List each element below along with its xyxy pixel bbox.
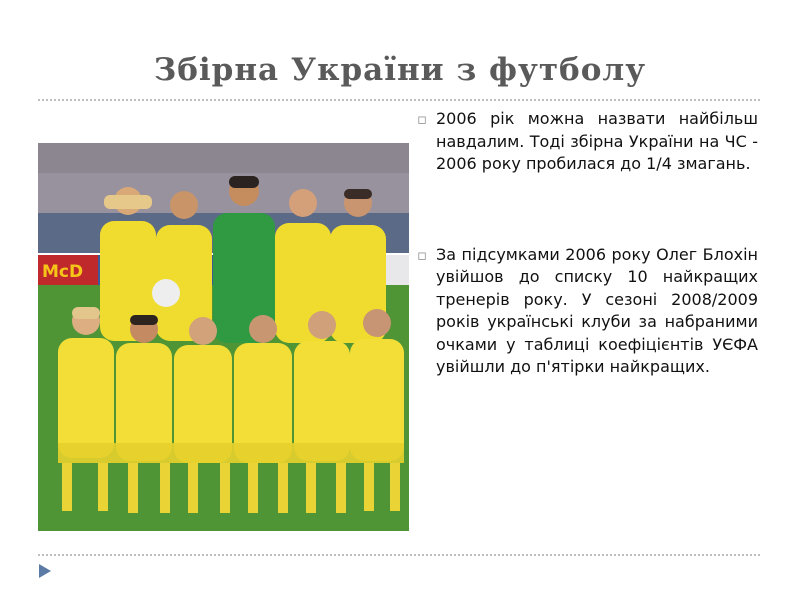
player-back-1-hair (104, 195, 152, 209)
player-front-6 (350, 339, 404, 461)
match-ball (152, 279, 180, 307)
square-bullet-icon: ▫ (416, 245, 428, 264)
player-front-3-head (189, 317, 217, 345)
slide-title: Збірна України з футболу (153, 52, 647, 88)
shorts-band (58, 443, 404, 463)
footer-divider (38, 554, 760, 556)
player-back-4-head (289, 189, 317, 217)
bullet-text: За підсумками 2006 року Олег Блохін увійшов до списку 10 найкращих тренерів року. У сезоні 2008/2009 років українські клуби за набраними очками у таблиці коефіцієнтів УЄФА увійшли до п'ятірки найкращих. (436, 244, 758, 376)
player-back-2-head (170, 191, 198, 219)
player-front-1-hair (72, 307, 100, 319)
goalkeeper-hair (229, 176, 259, 188)
ad-sign-text: McD (42, 262, 84, 282)
square-bullet-icon: ▫ (416, 110, 428, 128)
leg (98, 463, 108, 511)
player-back-5-hair (344, 189, 372, 199)
player-front-1 (58, 338, 114, 458)
slide-nav-triangle-icon[interactable] (38, 563, 52, 579)
play-triangle-icon (38, 563, 52, 579)
team-photo (38, 143, 409, 531)
crowd-upper (38, 143, 409, 173)
leg (336, 463, 346, 513)
bullet-item (414, 244, 758, 379)
leg (62, 463, 72, 511)
player-front-6-head (363, 309, 391, 337)
leg (188, 463, 198, 513)
leg (364, 463, 374, 511)
leg (220, 463, 230, 513)
leg (278, 463, 288, 513)
player-front-4-head (249, 315, 277, 343)
title-divider (38, 99, 760, 101)
leg (248, 463, 258, 513)
team-photo-image (38, 143, 409, 531)
bullet-list (414, 108, 758, 379)
leg (390, 463, 400, 511)
leg (160, 463, 170, 513)
leg (128, 463, 138, 513)
bullet-item (414, 108, 758, 176)
leg (306, 463, 316, 513)
player-front-5-head (308, 311, 336, 339)
bullet-text: 2006 рік можна назвати найбільш навдалим. Тоді збірна України на ЧС - 2006 року пробилася до 1/4 змагань. (436, 109, 758, 173)
player-front-2-hair (130, 315, 158, 325)
